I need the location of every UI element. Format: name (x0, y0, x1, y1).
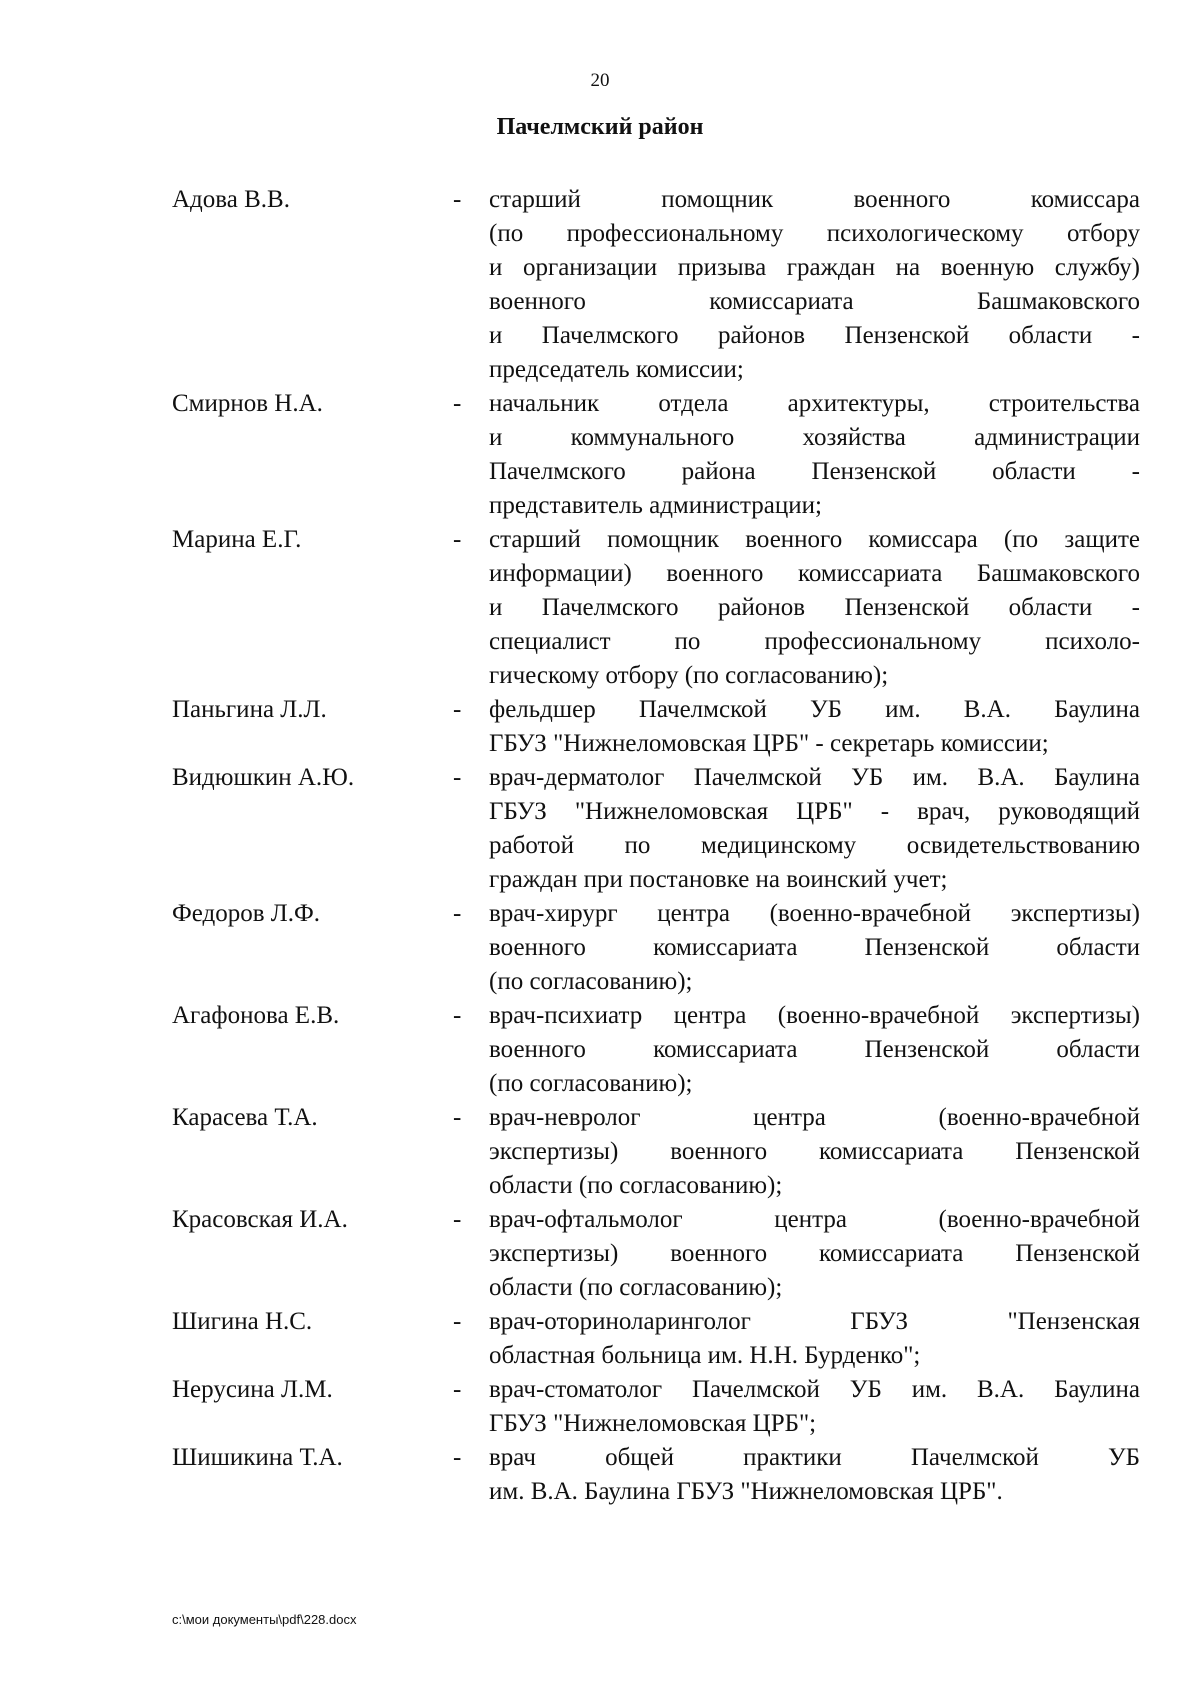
section-heading: Пачелмский район (496, 114, 704, 140)
member-name: Нерусина Л.М. (172, 1376, 333, 1403)
page-number: 20 (590, 70, 610, 91)
member-row (172, 999, 1140, 1101)
member-row (172, 1203, 1140, 1305)
member-name: Шигина Н.С. (172, 1308, 313, 1335)
member-row (172, 761, 1140, 897)
description-line: и Пачелмского районов Пензенской области - (489, 594, 1140, 621)
member-dash: - (453, 1206, 462, 1233)
description-line: ГБУЗ "Нижнеломовская ЦРБ" - секретарь комиссии; (489, 730, 1049, 757)
description-line: Пачелмского района Пензенской области - (489, 458, 1140, 485)
member-description (489, 1203, 1140, 1305)
description-line: старший помощник военного комиссара (по защите (489, 526, 1140, 553)
description-line: им. В.А. Баулина ГБУЗ "Нижнеломовская ЦРБ". (489, 1478, 1003, 1505)
member-row (172, 1101, 1140, 1203)
description-line: врач-психиатр центра (военно-врачебной экспертизы) (489, 1002, 1140, 1029)
description-line: граждан при постановке на воинский учет; (489, 866, 948, 893)
member-dash: - (453, 696, 462, 723)
member-name: Марина Е.Г. (172, 526, 302, 553)
member-row (172, 387, 1140, 523)
description-line: экспертизы) военного комиссариата Пензенской (489, 1240, 1140, 1267)
member-row (172, 1373, 1140, 1441)
member-name: Видюшкин А.Ю. (172, 764, 355, 791)
description-line: и коммунального хозяйства администрации (489, 424, 1140, 451)
member-description (489, 1305, 1140, 1373)
description-line: и организации призыва граждан на военную службу) (489, 254, 1140, 281)
member-dash: - (453, 764, 462, 791)
member-dash: - (453, 1444, 462, 1471)
member-row (172, 897, 1140, 999)
member-dash: - (453, 1104, 462, 1131)
member-name: Агафонова Е.В. (172, 1002, 340, 1029)
description-line: (по согласованию); (489, 968, 693, 995)
description-line: области (по согласованию); (489, 1274, 783, 1301)
description-line: врач общей практики Пачелмской УБ (489, 1444, 1140, 1471)
description-line: военного комиссариата Башмаковского (489, 288, 1140, 315)
description-line: (по профессиональному психологическому отбору (489, 220, 1140, 247)
member-name: Шишикина Т.А. (172, 1444, 343, 1471)
member-description (489, 387, 1140, 523)
description-line: военного комиссариата Пензенской области (489, 934, 1140, 961)
description-line: работой по медицинскому освидетельствованию (489, 832, 1140, 859)
member-description (489, 693, 1140, 761)
description-line: областная больница им. Н.Н. Бурденко"; (489, 1342, 921, 1369)
member-description (489, 897, 1140, 999)
description-line: врач-невролог центра (военно-врачебной (489, 1104, 1140, 1131)
commission-members-list (172, 183, 1140, 1509)
member-row (172, 183, 1140, 387)
member-description (489, 761, 1140, 897)
member-name: Паньгина Л.Л. (172, 696, 327, 723)
member-dash: - (453, 526, 462, 553)
description-line: старший помощник военного комиссара (489, 186, 1140, 213)
member-dash: - (453, 1308, 462, 1335)
description-line: врач-оториноларинголог ГБУЗ "Пензенская (489, 1308, 1140, 1335)
description-line: информации) военного комиссариата Башмаковского (489, 560, 1140, 587)
description-line: (по согласованию); (489, 1070, 693, 1097)
member-dash: - (453, 1376, 462, 1403)
member-description (489, 1441, 1140, 1509)
member-name: Карасева Т.А. (172, 1104, 318, 1131)
member-row (172, 693, 1140, 761)
description-line: области (по согласованию); (489, 1172, 783, 1199)
description-line: гическому отбору (по согласованию); (489, 662, 889, 689)
description-line: и Пачелмского районов Пензенской области - (489, 322, 1140, 349)
description-line: ГБУЗ "Нижнеломовская ЦРБ" - врач, руководящий (489, 798, 1140, 825)
member-name: Адова В.В. (172, 186, 290, 213)
member-description (489, 183, 1140, 387)
description-line: экспертизы) военного комиссариата Пензенской (489, 1138, 1140, 1165)
description-line: председатель комиссии; (489, 356, 744, 383)
member-name: Красовская И.А. (172, 1206, 348, 1233)
description-line: врач-офтальмолог центра (военно-врачебной (489, 1206, 1140, 1233)
member-name: Федоров Л.Ф. (172, 900, 320, 927)
description-line: врач-дерматолог Пачелмской УБ им. В.А. Баулина (489, 764, 1140, 791)
member-dash: - (453, 390, 462, 417)
member-row (172, 1441, 1140, 1509)
description-line: врач-хирург центра (военно-врачебной экспертизы) (489, 900, 1140, 927)
description-line: фельдшер Пачелмской УБ им. В.А. Баулина (489, 696, 1140, 723)
description-line: начальник отдела архитектуры, строительства (489, 390, 1140, 417)
description-line: представитель администрации; (489, 492, 822, 519)
member-description (489, 1101, 1140, 1203)
member-row (172, 1305, 1140, 1373)
member-dash: - (453, 186, 462, 213)
member-description (489, 1373, 1140, 1441)
member-dash: - (453, 1002, 462, 1029)
file-path-footer: c:\мои документы\pdf\228.docx (172, 1612, 357, 1627)
member-description (489, 523, 1140, 693)
description-line: военного комиссариата Пензенской области (489, 1036, 1140, 1063)
member-description (489, 999, 1140, 1101)
member-name: Смирнов Н.А. (172, 390, 323, 417)
member-row (172, 523, 1140, 693)
description-line: специалист по профессиональному психоло- (489, 628, 1140, 655)
description-line: ГБУЗ "Нижнеломовская ЦРБ"; (489, 1410, 817, 1437)
description-line: врач-стоматолог Пачелмской УБ им. В.А. Баулина (489, 1376, 1140, 1403)
member-dash: - (453, 900, 462, 927)
